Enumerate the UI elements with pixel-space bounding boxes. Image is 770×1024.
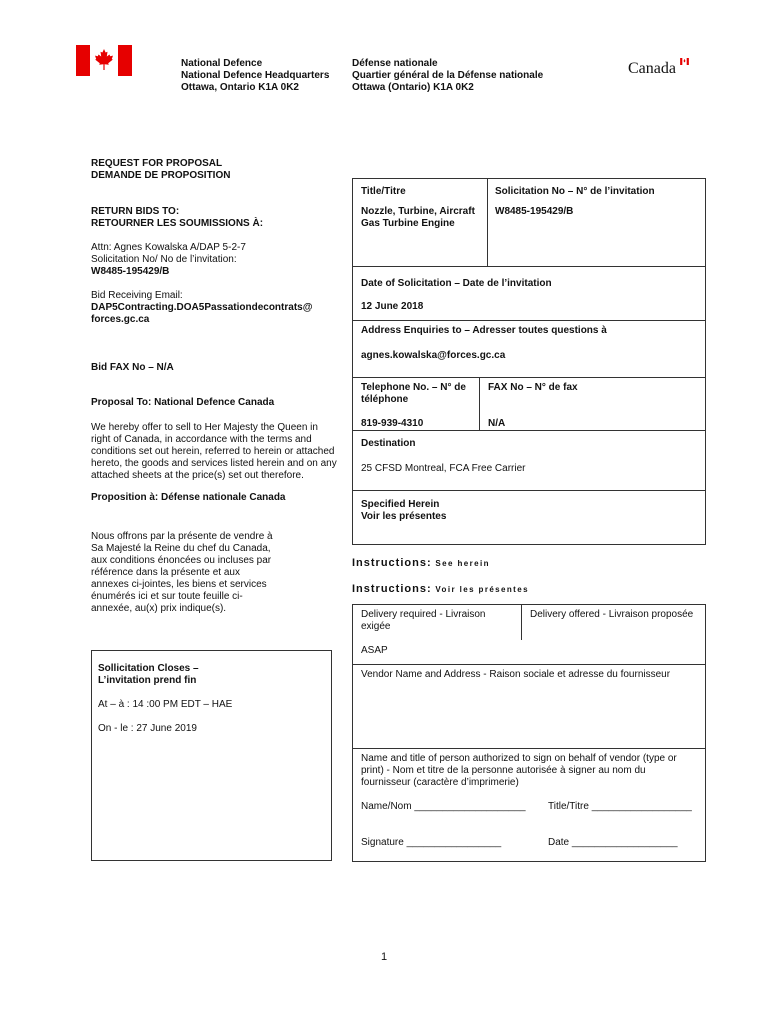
header-fr-line: Quartier général de la Défense nationale (352, 70, 544, 81)
proposition-fr: Proposition à: Défense nationale Canada (91, 492, 286, 503)
header-en-line: Ottawa, Ontario K1A 0K2 (181, 82, 299, 93)
instructions-en-label: Instructions: (352, 557, 432, 569)
return-bids-en: RETURN BIDS TO: (91, 206, 180, 217)
header-en-line: National Defence Headquarters (181, 70, 330, 81)
return-bids-fr: RETOURNER LES SOUMISSIONS À: (91, 218, 264, 229)
destination-value: 25 CFSD Montreal, FCA Free Carrier (361, 463, 526, 474)
offer-fr-line: Nous offrons par la présente de vendre à (91, 531, 273, 542)
divider (352, 320, 706, 321)
fax-value: N/A (488, 418, 506, 429)
delivery-value: ASAP (361, 645, 388, 656)
wordmark-text: Canada (628, 60, 676, 77)
authorized-line: fournisseur (caractère d’imprimerie) (361, 777, 519, 788)
divider (352, 266, 706, 267)
signature-field[interactable]: Signature _________________ (361, 837, 502, 848)
date-value: 12 June 2018 (361, 301, 424, 312)
enquiries-email[interactable]: agnes.kowalska@forces.gc.ca (361, 350, 506, 361)
offer-en-line: We hereby offer to sell to Her Majesty the Queen in (91, 422, 318, 433)
return-bids (91, 206, 263, 230)
bid-email-block (91, 290, 312, 326)
divider (352, 430, 706, 431)
canada-wordmark (628, 60, 690, 78)
divider (352, 664, 706, 665)
rfp-title (91, 158, 230, 182)
rfp-title-fr: DEMANDE DE PROPOSITION (91, 170, 231, 181)
authorized-label (361, 753, 677, 789)
divider (352, 377, 706, 378)
canada-flag-icon (76, 45, 132, 76)
authorized-line: print) - Nom et titre de la personne autorisée à signer au nom du (361, 765, 646, 776)
closing-title-en: Sollicitation Closes – (98, 663, 199, 674)
authorized-line: Name and title of person authorized to sign on behalf of vendor (type or (361, 753, 677, 764)
attn-line: Attn: Agnes Kowalska A/DAP 5-2-7 (91, 242, 246, 253)
destination-label: Destination (361, 438, 416, 449)
name-field[interactable]: Name/Nom ____________________ (361, 801, 526, 812)
instructions-en (352, 557, 490, 570)
specified-herein (361, 499, 446, 523)
attention-block (91, 242, 246, 278)
offer-fr-line: aux conditions énoncées ou incluses par (91, 555, 272, 566)
offer-en-line: right of Canada, in accordance with the terms and (91, 434, 312, 445)
bid-fax: Bid FAX No – N/A (91, 362, 174, 373)
offer-english (91, 422, 337, 482)
divider (479, 377, 480, 430)
solicitation-no-label: Solicitation No – N° de l’invitation (495, 186, 655, 197)
date-field[interactable]: Date ___________________ (548, 837, 678, 848)
title-label: Title/Titre (361, 186, 406, 197)
offer-en-line: hereto, the goods and services listed herein and on any (91, 458, 337, 469)
solicitation-label: Solicitation No/ No de l’invitation: (91, 254, 237, 265)
instructions-fr (352, 583, 529, 596)
bid-email-label: Bid Receiving Email: (91, 290, 183, 301)
vendor-label: Vendor Name and Address - Raison sociale et adresse du fournisseur (361, 669, 671, 680)
delivery-required-line: exigée (361, 621, 391, 632)
rfp-title-en: REQUEST FOR PROPOSAL (91, 158, 223, 169)
bid-email-line-2[interactable]: forces.gc.ca (91, 314, 150, 325)
offer-en-line: conditions set out herein, referred to herein or attached (91, 446, 335, 457)
offer-fr-line: annexes ci-jointes, les biens et services (91, 579, 267, 590)
instructions-en-value: See herein (435, 559, 490, 568)
header-fr-line: Ottawa (Ontario) K1A 0K2 (352, 82, 474, 93)
offer-fr-line: annexée, au(x) prix indique(s). (91, 603, 227, 614)
closing-title-fr: L’invitation prend fin (98, 675, 197, 686)
solicitation-number: W8485-195429/B (91, 266, 170, 277)
vendor-box (352, 604, 706, 862)
divider (521, 604, 522, 640)
offer-fr-line: référence dans la présente et aux (91, 567, 240, 578)
divider (352, 490, 706, 491)
offer-fr-line: énumérés ici et sur toute feuille ci- (91, 591, 243, 602)
delivery-required-line: Delivery required - Livraison (361, 609, 486, 620)
solicitation-no-value: W8485-195429/B (495, 206, 574, 217)
header-fr-line: Défense nationale (352, 58, 438, 69)
bid-email-line-1[interactable]: DAP5Contracting.DOA5Passationdecontrats@ (91, 302, 313, 313)
title-value (361, 206, 475, 230)
proposal-to: Proposal To: National Defence Canada (91, 397, 275, 408)
closing-title (98, 663, 199, 687)
instructions-fr-value: Voir les présentes (435, 585, 529, 594)
divider (487, 178, 488, 266)
instructions-fr-label: Instructions: (352, 583, 432, 595)
divider (352, 748, 706, 749)
fax-label: FAX No – N° de fax (488, 382, 578, 393)
specified-line: Specified Herein (361, 499, 440, 510)
page-number: 1 (381, 951, 388, 963)
small-flag-icon (680, 58, 689, 65)
phone-label-line: téléphone (361, 394, 409, 405)
title-value-line: Gas Turbine Engine (361, 218, 455, 229)
phone-label (361, 382, 466, 406)
enquiries-label: Address Enquiries to – Adresser toutes questions à (361, 325, 607, 336)
title-value-line: Nozzle, Turbine, Aircraft (361, 206, 475, 217)
delivery-offered-label: Delivery offered - Livraison proposée (530, 609, 694, 620)
header-en-line: National Defence (181, 58, 263, 69)
offer-en-line: attached sheets at the price(s) set out therefore. (91, 470, 304, 481)
header-english (181, 58, 329, 94)
date-label: Date of Solicitation – Date de l’invitation (361, 278, 552, 289)
closing-date: On - le : 27 June 2019 (98, 723, 197, 734)
closing-time: At – à : 14 :00 PM EDT – HAE (98, 699, 233, 710)
phone-label-line: Telephone No. – N° de (361, 382, 466, 393)
header-french (352, 58, 543, 94)
maple-leaf-icon (95, 49, 113, 71)
title-field[interactable]: Title/Titre __________________ (548, 801, 692, 812)
phone-value: 819-939-4310 (361, 418, 424, 429)
offer-fr-line: Sa Majesté la Reine du chef du Canada, (91, 543, 271, 554)
offer-french (91, 531, 273, 615)
delivery-required-label (361, 609, 486, 633)
specified-line: Voir les présentes (361, 511, 447, 522)
